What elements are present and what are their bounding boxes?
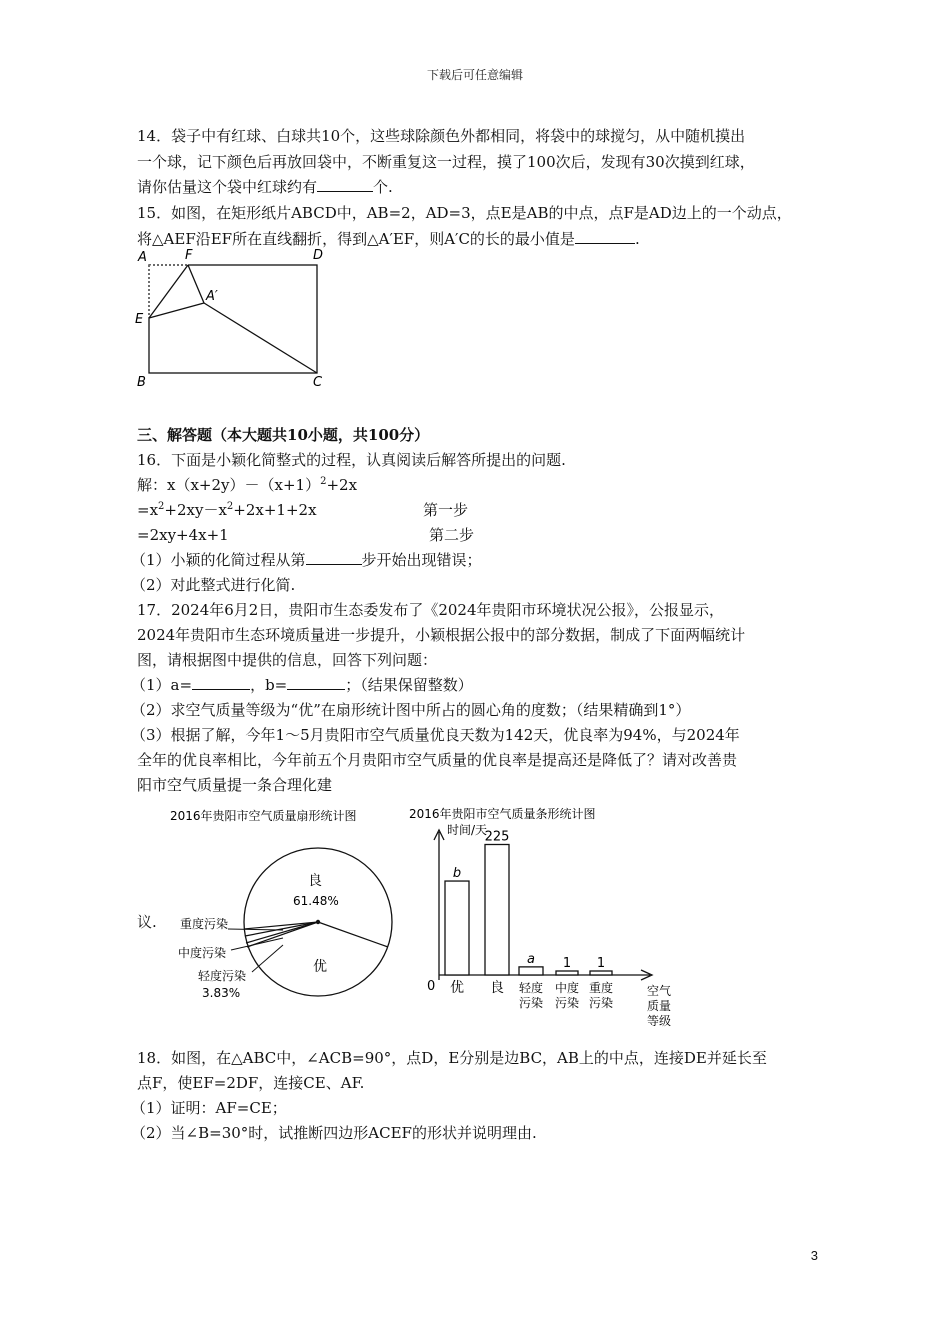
bar-value-label-3: a — [527, 951, 535, 967]
q17-line2: 2024年贵阳市生态环境质量进一步提升，小颖根据公报中的部分数据，制成了下面两幅统计 — [137, 626, 746, 644]
q16-part1-text: （1）小颖的化简过程从第 — [131, 551, 306, 569]
pie-label-you: 优 — [313, 959, 327, 975]
q17-line3: 图，请根据图中提供的信息，回答下列问题： — [137, 651, 438, 669]
bar-group — [445, 830, 613, 1011]
bar-value-label-4: 1 — [562, 956, 572, 971]
q14-text: 请你估量这个袋中红球约有 — [137, 178, 318, 196]
q16-step1-label: 第一步 — [423, 501, 469, 519]
q16-step1-b: +2xy－x — [164, 501, 227, 519]
q16-part1 — [131, 550, 482, 570]
q15-tail: . — [634, 230, 640, 248]
q14-line1: 14．袋子中有红球、白球共10个，这些球除颜色外都相同，将袋中的球搅匀，从中随机摸出 — [137, 127, 746, 145]
pie-boundary-light-medium — [245, 922, 318, 936]
q17-part1-b: ，b= — [250, 676, 288, 694]
pie-boundary-liang-you — [318, 922, 388, 947]
q18-line2: 点F，使EF=2DF，连接CE、AF. — [137, 1074, 365, 1092]
bar-4 — [556, 971, 578, 975]
bar-chart — [405, 800, 710, 1035]
q17-part3-line1: （3）根据了解，今年1～5月贵阳市空气质量优良天数为142天，优良率为94%，与2024年 — [131, 726, 740, 744]
q16-part2: （2）对此整式进行化简. — [131, 576, 296, 594]
segment-a-prime-c — [204, 303, 317, 373]
category-label-5-line2: 污染 — [588, 996, 614, 1010]
q15-answer-blank — [575, 229, 635, 244]
section-heading: 三、解答题（本大题共10小题，共100分） — [137, 426, 430, 444]
pie-label-medium: 中度污染 — [178, 946, 227, 960]
pie-chart — [165, 800, 410, 1005]
bar-1 — [445, 881, 469, 975]
q15-rectangle-figure — [130, 240, 340, 395]
label-c: C — [313, 375, 323, 390]
q18-part2: （2）当∠B=30°时，试推断四边形ACEF的形状并说明理由. — [131, 1124, 537, 1142]
q16-step1-sup1: 2 — [158, 501, 165, 512]
q17-part3-line3: 阳市空气质量提一条合理化建 — [137, 776, 333, 794]
q17-part1-c: ；（结果保留整数） — [345, 676, 473, 694]
bar-5 — [590, 971, 612, 975]
q17-part2: （2）求空气质量等级为“优”在扇形统计图中所占的圆心角的度数；（结果精确到1°） — [131, 701, 691, 719]
q14-answer-blank — [317, 177, 373, 192]
segment-fa-prime — [188, 265, 204, 303]
q18-line1: 18．如图，在△ABC中，∠ACB=90°，点D，E分别是边BC，AB上的中点，连接DE并延长至 — [137, 1049, 767, 1067]
q16-solution-b: +2x — [326, 476, 358, 494]
q17-a-blank — [192, 675, 250, 690]
bar-value-label-1: b — [452, 866, 462, 882]
pie-chart-title: 2016年贵阳市空气质量扇形统计图 — [170, 809, 357, 823]
label-b: B — [137, 375, 146, 390]
x-axis-label-line2: 质量 — [647, 999, 672, 1013]
label-e: E — [135, 312, 144, 327]
label-d: D — [313, 248, 324, 263]
category-label-4-line1: 中度 — [554, 981, 580, 995]
x-axis-label-line1: 空气 — [647, 984, 672, 998]
pie-label-heavy: 重度污染 — [180, 917, 229, 931]
label-a-prime: A′ — [206, 289, 218, 304]
category-label-1-line1: 优 — [450, 980, 464, 996]
q15-text: 将△AEF沿EF所在直线翻折，得到△A′EF，则A′C的长的最小值是 — [137, 230, 575, 248]
q16-step1 — [137, 500, 317, 520]
q18-part1: （1）证明：AF=CE； — [131, 1099, 287, 1117]
q17-b-blank — [287, 675, 345, 690]
bar-value-label-2: 225 — [484, 829, 510, 845]
q16-line1: 16．下面是小颖化简整式的过程，认真阅读后解答所提出的问题. — [137, 451, 566, 469]
q17-line1: 17．2024年6月2日，贵阳市生态委发布了《2024年贵阳市环境状况公报》，公报显示， — [137, 601, 725, 619]
q16-solution — [137, 475, 357, 495]
x-axis-label-line3: 等级 — [647, 1014, 672, 1028]
pie-center — [316, 920, 320, 924]
q16-step1-sup2: 2 — [226, 501, 234, 512]
pie-percent-liang: 61.48% — [293, 894, 339, 908]
q17-part3-tail: 议. — [137, 913, 157, 931]
pie-percent-light: 3.83% — [202, 986, 241, 1000]
label-a: A — [138, 250, 147, 265]
bar-3 — [519, 967, 543, 975]
pie-label-liang: 良 — [308, 873, 322, 889]
q16-step2: =2xy+4x+1 — [137, 526, 229, 544]
q14-line2: 一个球，记下颜色后再放回袋中，不断重复这一过程，摸了100次后，发现有30次摸到红球， — [137, 153, 755, 171]
pie-leader-heavy — [228, 929, 283, 930]
pie-label-light: 轻度污染 — [198, 969, 247, 983]
page-number: 3 — [810, 1248, 818, 1263]
origin-label: 0 — [427, 979, 436, 994]
bar-value-label-5: 1 — [596, 956, 606, 971]
category-label-3-line2: 污染 — [518, 996, 544, 1010]
q17-part1 — [131, 675, 473, 695]
q16-solution-sup: 2 — [320, 476, 327, 487]
q16-solution-a: 解：x（x+2y）－（x+1） — [137, 476, 321, 494]
pie-leader-light — [252, 945, 283, 972]
label-f: F — [185, 248, 193, 263]
segment-ef — [149, 265, 188, 318]
q16-answer-blank — [306, 550, 362, 565]
y-axis-label: 时间/天 — [447, 823, 488, 837]
segment-ea-prime — [149, 303, 204, 318]
q16-part1-tail: 步开始出现错误； — [361, 551, 482, 569]
category-label-3-line1: 轻度 — [518, 981, 544, 995]
q14-line3 — [137, 177, 393, 197]
q17-part3-line2: 全年的优良率相比，今年前五个月贵阳市空气质量的优良率是提高还是降低了？请对改善贵 — [137, 751, 738, 769]
q16-step2-label: 第二步 — [429, 526, 475, 544]
q15-line1: 15．如图，在矩形纸片ABCD中，AB=2，AD=3，点E是AB的中点，点F是AD边上的一个动点， — [137, 204, 792, 222]
category-label-2-line1: 良 — [490, 980, 504, 996]
q14-tail: 个. — [373, 178, 393, 196]
q16-step1-c: +2x+1+2x — [233, 501, 317, 519]
page-header: 下载后可任意编辑 — [426, 68, 523, 82]
bar-2 — [485, 845, 509, 976]
category-label-5-line1: 重度 — [588, 981, 614, 995]
q16-step1-a: =x — [137, 501, 159, 519]
bar-chart-title: 2016年贵阳市空气质量条形统计图 — [409, 807, 596, 821]
category-label-4-line2: 污染 — [554, 996, 580, 1010]
q17-part1-a: （1）a= — [131, 676, 193, 694]
